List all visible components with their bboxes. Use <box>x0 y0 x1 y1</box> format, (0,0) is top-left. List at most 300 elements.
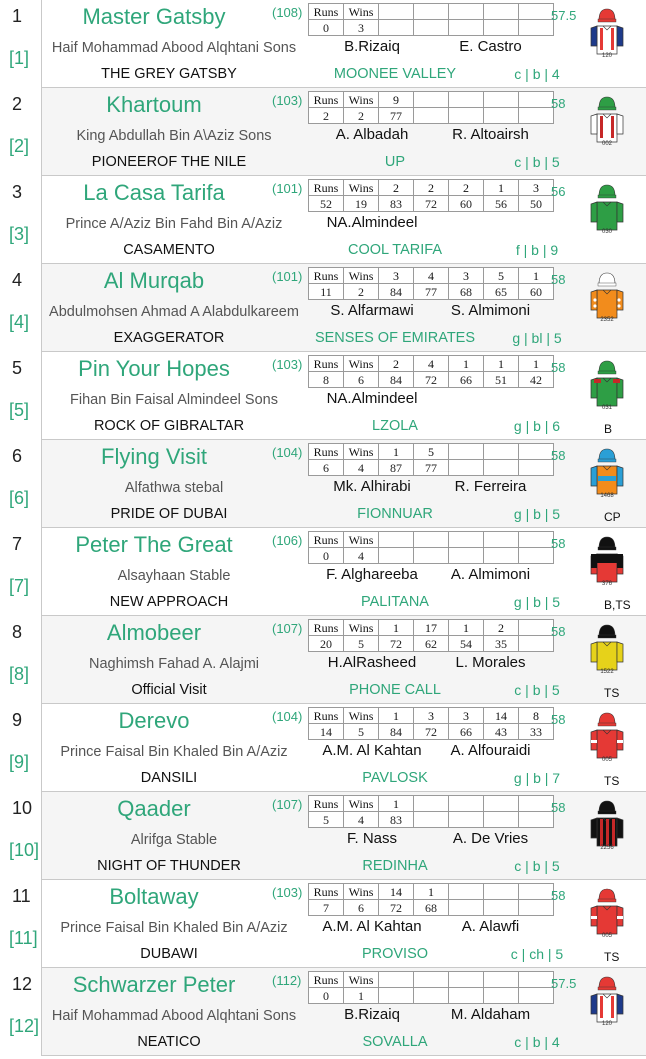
wins-count: 2 <box>344 284 379 300</box>
form-position <box>414 796 449 812</box>
runs-header: Runs <box>309 972 344 988</box>
jockey-name: NA.Almindeel <box>326 390 418 407</box>
form-position <box>379 972 414 988</box>
draw-number: [6] <box>9 488 30 508</box>
weight: 58 <box>551 448 566 463</box>
sire-name: THE GREY GATSBY <box>101 66 237 82</box>
jockey-name: B.Rizaiq <box>344 38 400 55</box>
form-rating: 72 <box>414 196 449 212</box>
silk-number: 031 <box>601 405 612 411</box>
wins-header: Wins <box>344 972 379 988</box>
runner-row[interactable] <box>0 440 646 528</box>
horse-name[interactable]: Almobeer <box>106 620 202 645</box>
form-rating: 77 <box>379 108 414 124</box>
form-position: 4 <box>414 268 449 284</box>
dam-name: PHONE CALL <box>349 682 441 698</box>
sex-color-age: c | b | 5 <box>514 858 560 874</box>
number-column <box>0 616 42 704</box>
wins-count: 2 <box>344 108 379 124</box>
silk-number: 120 <box>601 1021 612 1027</box>
form-position <box>379 532 414 548</box>
runner-number: 12 <box>12 974 33 994</box>
owner-name: Alsayhaan Stable <box>117 568 231 584</box>
runner-row[interactable] <box>0 528 646 616</box>
runs-count: 20 <box>309 636 344 652</box>
form-position: 2 <box>484 620 519 636</box>
form-rating: 84 <box>379 724 414 740</box>
form-rating <box>519 548 554 564</box>
trainer-name: A. De Vries <box>452 830 529 847</box>
runner-row[interactable] <box>0 176 646 264</box>
dam-name: MOONEE VALLEY <box>333 66 457 82</box>
form-rating: 43 <box>484 724 519 740</box>
jockey-name: A.M. Al Kahtan <box>322 918 422 935</box>
sire-name: EXAGGERATOR <box>113 330 225 346</box>
form-position: 2 <box>379 180 414 196</box>
horse-name[interactable]: La Casa Tarifa <box>83 180 225 205</box>
horse-name[interactable]: Flying Visit <box>101 444 207 469</box>
runs-count: 11 <box>309 284 344 300</box>
number-column <box>0 792 42 880</box>
sire-name: CASAMENTO <box>123 242 215 258</box>
form-rating: 84 <box>379 284 414 300</box>
wins-header: Wins <box>344 796 379 812</box>
equipment: B,TS <box>604 598 631 612</box>
weight: 58 <box>551 624 566 639</box>
form-rating <box>449 900 484 916</box>
form-rating: 65 <box>484 284 519 300</box>
form-position <box>519 884 554 900</box>
silk-number: 005 <box>601 757 612 763</box>
trainer-name: S. Almimoni <box>450 302 531 319</box>
sire-name: NEATICO <box>137 1034 201 1050</box>
form-table <box>308 91 554 124</box>
horse-rating: (106) <box>272 533 303 548</box>
form-rating <box>414 988 449 1004</box>
form-rating <box>519 900 554 916</box>
form-rating <box>449 988 484 1004</box>
sex-color-age: c | b | 4 <box>514 1034 560 1050</box>
form-rating: 87 <box>379 460 414 476</box>
runs-header: Runs <box>309 796 344 812</box>
wins-count: 6 <box>344 900 379 916</box>
form-position: 1 <box>519 268 554 284</box>
jockey-name: A. Albadah <box>335 126 409 143</box>
form-position: 2 <box>414 180 449 196</box>
runs-header: Runs <box>309 444 344 460</box>
runs-count: 52 <box>309 196 344 212</box>
horse-name[interactable]: Qaader <box>117 796 191 821</box>
form-rating <box>379 20 414 36</box>
form-rating <box>414 548 449 564</box>
horse-rating: (104) <box>272 445 303 460</box>
form-table <box>308 355 554 388</box>
form-rating <box>519 636 554 652</box>
form-rating <box>379 548 414 564</box>
form-position <box>519 92 554 108</box>
form-position: 14 <box>484 708 519 724</box>
runs-header: Runs <box>309 620 344 636</box>
form-rating: 56 <box>484 196 519 212</box>
horse-name[interactable]: Derevo <box>118 708 190 733</box>
wins-count: 1 <box>344 988 379 1004</box>
draw-number: [11] <box>9 928 38 948</box>
dam-name: PALITANA <box>361 594 429 610</box>
runs-count: 2 <box>309 108 344 124</box>
sex-color-age: c | b | 4 <box>514 66 560 82</box>
draw-number: [2] <box>9 136 30 156</box>
horse-rating: (108) <box>272 5 303 20</box>
runner-number: 5 <box>12 358 23 378</box>
jockey-name: NA.Almindeel <box>326 214 418 231</box>
silk-number: 2352 <box>600 317 614 323</box>
form-rating <box>449 20 484 36</box>
weight: 58 <box>551 800 566 815</box>
form-table <box>308 619 554 652</box>
form-position <box>519 796 554 812</box>
runner-number: 9 <box>12 710 23 730</box>
weight: 57.5 <box>551 8 577 23</box>
runs-count: 7 <box>309 900 344 916</box>
horse-name[interactable]: Al Murqab <box>103 268 205 293</box>
form-position: 17 <box>414 620 449 636</box>
weight: 58 <box>551 272 566 287</box>
form-position: 3 <box>449 708 484 724</box>
form-rating <box>379 988 414 1004</box>
form-rating <box>519 988 554 1004</box>
runs-header: Runs <box>309 356 344 372</box>
form-position <box>449 532 484 548</box>
draw-number: [3] <box>9 224 30 244</box>
runs-header: Runs <box>309 4 344 20</box>
form-position <box>484 532 519 548</box>
sex-color-age: c | b | 5 <box>514 682 560 698</box>
form-position <box>449 796 484 812</box>
wins-header: Wins <box>344 4 379 20</box>
form-rating <box>414 812 449 828</box>
sire-name: DANSILI <box>140 770 198 786</box>
sire-name: ROCK OF GIBRALTAR <box>93 418 245 434</box>
runner-row[interactable] <box>0 704 646 792</box>
form-rating <box>484 988 519 1004</box>
form-position <box>519 532 554 548</box>
horse-rating: (103) <box>272 357 303 372</box>
sex-color-age: g | b | 5 <box>513 594 561 610</box>
owner-name: Fihan Bin Faisal Almindeel Sons <box>70 392 278 408</box>
form-rating: 83 <box>379 196 414 212</box>
draw-number: [7] <box>9 576 30 596</box>
wins-header: Wins <box>344 92 379 108</box>
dam-name: UP <box>384 154 406 170</box>
dam-name: FIONNUAR <box>357 506 433 522</box>
wins-count: 4 <box>344 460 379 476</box>
weight: 58 <box>551 536 566 551</box>
owner-name: Prince A/Aziz Bin Fahd Bin A/Aziz <box>65 216 283 232</box>
form-table <box>308 443 554 476</box>
runner-number: 3 <box>12 182 23 202</box>
wins-header: Wins <box>344 620 379 636</box>
form-position: 1 <box>379 620 414 636</box>
form-rating: 33 <box>519 724 554 740</box>
form-rating <box>519 20 554 36</box>
form-rating <box>414 108 449 124</box>
form-rating <box>519 812 554 828</box>
silk-number: 376 <box>601 581 612 587</box>
weight: 58 <box>551 888 566 903</box>
draw-number: [9] <box>9 752 30 772</box>
runner-row[interactable] <box>0 968 646 1056</box>
runner-row[interactable] <box>0 88 646 176</box>
runs-count: 0 <box>309 20 344 36</box>
form-rating <box>484 548 519 564</box>
form-position: 1 <box>379 444 414 460</box>
trainer-name: A. Almimoni <box>450 566 531 583</box>
runner-number: 8 <box>12 622 23 642</box>
silk-number: 120 <box>601 53 612 59</box>
horse-name[interactable]: Peter The Great <box>75 532 233 557</box>
horse-name[interactable]: Boltaway <box>109 884 199 909</box>
form-position: 3 <box>449 268 484 284</box>
sex-color-age: c | ch | 5 <box>510 946 564 962</box>
form-rating: 72 <box>379 636 414 652</box>
form-position: 3 <box>414 708 449 724</box>
weight: 58 <box>551 360 566 375</box>
runner-number: 4 <box>12 270 23 290</box>
runner-row[interactable] <box>0 264 646 352</box>
form-rating: 62 <box>414 636 449 652</box>
form-position: 1 <box>379 796 414 812</box>
form-position <box>449 972 484 988</box>
form-rating: 77 <box>414 284 449 300</box>
sire-name: Official Visit <box>131 682 207 698</box>
sex-color-age: g | b | 7 <box>513 770 561 786</box>
runs-count: 5 <box>309 812 344 828</box>
draw-number: [8] <box>9 664 30 684</box>
form-rating <box>449 460 484 476</box>
number-column <box>0 88 42 176</box>
number-column <box>0 440 42 528</box>
dam-name: PROVISO <box>361 946 429 962</box>
owner-name: Prince Faisal Bin Khaled Bin A/Aziz <box>60 920 288 936</box>
form-position <box>414 92 449 108</box>
owner-name: Abdulmohsen Ahmad A Alabdulkareem <box>49 304 299 320</box>
wins-count: 4 <box>344 812 379 828</box>
wins-header: Wins <box>344 708 379 724</box>
owner-name: Haif Mohammad Abood Alqhtani Sons <box>51 40 297 56</box>
wins-count: 4 <box>344 548 379 564</box>
form-rating: 66 <box>449 372 484 388</box>
equipment: B <box>604 422 613 436</box>
runner-number: 7 <box>12 534 23 554</box>
number-column <box>0 528 42 616</box>
form-rating: 72 <box>414 724 449 740</box>
form-position <box>484 92 519 108</box>
jockey-name: F. Alghareeba <box>326 566 418 583</box>
sire-name: NIGHT OF THUNDER <box>97 858 241 874</box>
trainer-name: R. Altoairsh <box>452 126 529 143</box>
runner-number: 1 <box>12 6 23 26</box>
dam-name: LZOLA <box>372 418 418 434</box>
form-rating <box>449 812 484 828</box>
wins-count: 19 <box>344 196 379 212</box>
form-position <box>449 444 484 460</box>
wins-count: 5 <box>344 636 379 652</box>
wins-header: Wins <box>344 532 379 548</box>
form-position: 3 <box>519 180 554 196</box>
form-rating: 77 <box>414 460 449 476</box>
runner-row[interactable] <box>0 616 646 704</box>
equipment: TS <box>604 686 620 700</box>
sire-name: DUBAWI <box>140 946 198 962</box>
form-position: 14 <box>379 884 414 900</box>
runs-header: Runs <box>309 92 344 108</box>
dam-name: COOL TARIFA <box>347 242 442 258</box>
silk-number: 005 <box>601 933 612 939</box>
form-rating: 51 <box>484 372 519 388</box>
form-table <box>308 179 554 212</box>
jockey-name: S. Alfarmawi <box>330 302 414 319</box>
sex-color-age: g | b | 5 <box>513 506 561 522</box>
silk-number: 1522 <box>600 669 614 675</box>
form-rating <box>449 548 484 564</box>
runner-row[interactable] <box>0 880 646 968</box>
form-rating: 42 <box>519 372 554 388</box>
form-table <box>308 531 554 564</box>
form-table <box>308 971 554 1004</box>
form-rating <box>484 108 519 124</box>
form-position <box>379 4 414 20</box>
form-rating: 60 <box>449 196 484 212</box>
form-rating: 72 <box>414 372 449 388</box>
form-position: 9 <box>379 92 414 108</box>
form-position <box>484 972 519 988</box>
form-position: 1 <box>449 356 484 372</box>
runs-count: 6 <box>309 460 344 476</box>
runs-count: 14 <box>309 724 344 740</box>
form-position <box>449 884 484 900</box>
wins-header: Wins <box>344 884 379 900</box>
runner-number: 2 <box>12 94 23 114</box>
horse-name[interactable]: Khartoum <box>106 92 202 117</box>
trainer-name: L. Morales <box>455 654 526 671</box>
form-rating: 72 <box>379 900 414 916</box>
number-column <box>0 352 42 440</box>
wins-header: Wins <box>344 180 379 196</box>
sire-name: PIONEEROF THE NILE <box>91 154 247 170</box>
horse-name[interactable]: Master Gatsby <box>82 4 226 29</box>
horse-rating: (103) <box>272 93 303 108</box>
form-position <box>519 972 554 988</box>
wins-count: 5 <box>344 724 379 740</box>
form-position <box>414 972 449 988</box>
form-rating <box>484 20 519 36</box>
form-position <box>484 4 519 20</box>
runs-header: Runs <box>309 180 344 196</box>
silk-number: 1468 <box>600 493 614 499</box>
form-position: 2 <box>379 356 414 372</box>
form-position <box>484 796 519 812</box>
form-table <box>308 3 554 36</box>
silk-number: 030 <box>601 229 612 235</box>
wins-count: 6 <box>344 372 379 388</box>
form-rating <box>449 108 484 124</box>
form-position <box>414 532 449 548</box>
wins-header: Wins <box>344 444 379 460</box>
form-rating: 60 <box>519 284 554 300</box>
form-position <box>519 620 554 636</box>
horse-rating: (101) <box>272 269 303 284</box>
form-position <box>414 4 449 20</box>
form-rating <box>519 460 554 476</box>
number-column <box>0 968 42 1056</box>
number-column <box>0 176 42 264</box>
form-rating: 84 <box>379 372 414 388</box>
dam-name: SOVALLA <box>362 1034 428 1050</box>
horse-name[interactable]: Schwarzer Peter <box>72 972 236 997</box>
form-rating: 54 <box>449 636 484 652</box>
horse-rating: (107) <box>272 797 303 812</box>
form-position <box>484 444 519 460</box>
wins-header: Wins <box>344 268 379 284</box>
number-column <box>0 264 42 352</box>
runs-count: 0 <box>309 988 344 1004</box>
number-column <box>0 880 42 968</box>
owner-name: Alrifga Stable <box>130 832 218 848</box>
form-position: 1 <box>449 620 484 636</box>
sex-color-age: g | b | 6 <box>513 418 561 434</box>
runner-row[interactable] <box>0 352 646 440</box>
horse-rating: (101) <box>272 181 303 196</box>
runs-count: 8 <box>309 372 344 388</box>
jockey-name: H.AlRasheed <box>327 654 417 671</box>
runner-row[interactable] <box>0 0 646 88</box>
weight: 58 <box>551 712 566 727</box>
form-position: 1 <box>484 180 519 196</box>
runner-number: 10 <box>12 798 33 818</box>
form-position: 1 <box>379 708 414 724</box>
trainer-name: A. Alfouraidi <box>450 742 531 759</box>
form-rating <box>484 900 519 916</box>
sex-color-age: c | b | 5 <box>514 154 560 170</box>
runs-header: Runs <box>309 884 344 900</box>
form-table <box>308 707 554 740</box>
equipment: CP <box>604 510 621 524</box>
draw-number: [4] <box>9 312 30 332</box>
wins-count: 3 <box>344 20 379 36</box>
form-position <box>449 4 484 20</box>
runs-header: Runs <box>309 532 344 548</box>
form-rating: 50 <box>519 196 554 212</box>
form-position: 5 <box>484 268 519 284</box>
form-position: 3 <box>379 268 414 284</box>
jockey-name: F. Nass <box>346 830 397 847</box>
form-position: 1 <box>519 356 554 372</box>
owner-name: Prince Faisal Bin Khaled Bin A/Aziz <box>60 744 288 760</box>
form-rating: 68 <box>414 900 449 916</box>
form-rating <box>484 812 519 828</box>
form-table <box>308 267 554 300</box>
runner-row[interactable] <box>0 792 646 880</box>
form-position: 2 <box>449 180 484 196</box>
runner-number: 11 <box>12 886 31 906</box>
owner-name: Alfathwa stebal <box>124 480 224 496</box>
horse-rating: (103) <box>272 885 303 900</box>
dam-name: PAVLOSK <box>362 770 428 786</box>
form-position <box>519 4 554 20</box>
weight: 56 <box>551 184 566 199</box>
horse-name[interactable]: Pin Your Hopes <box>78 356 230 381</box>
form-position: 5 <box>414 444 449 460</box>
